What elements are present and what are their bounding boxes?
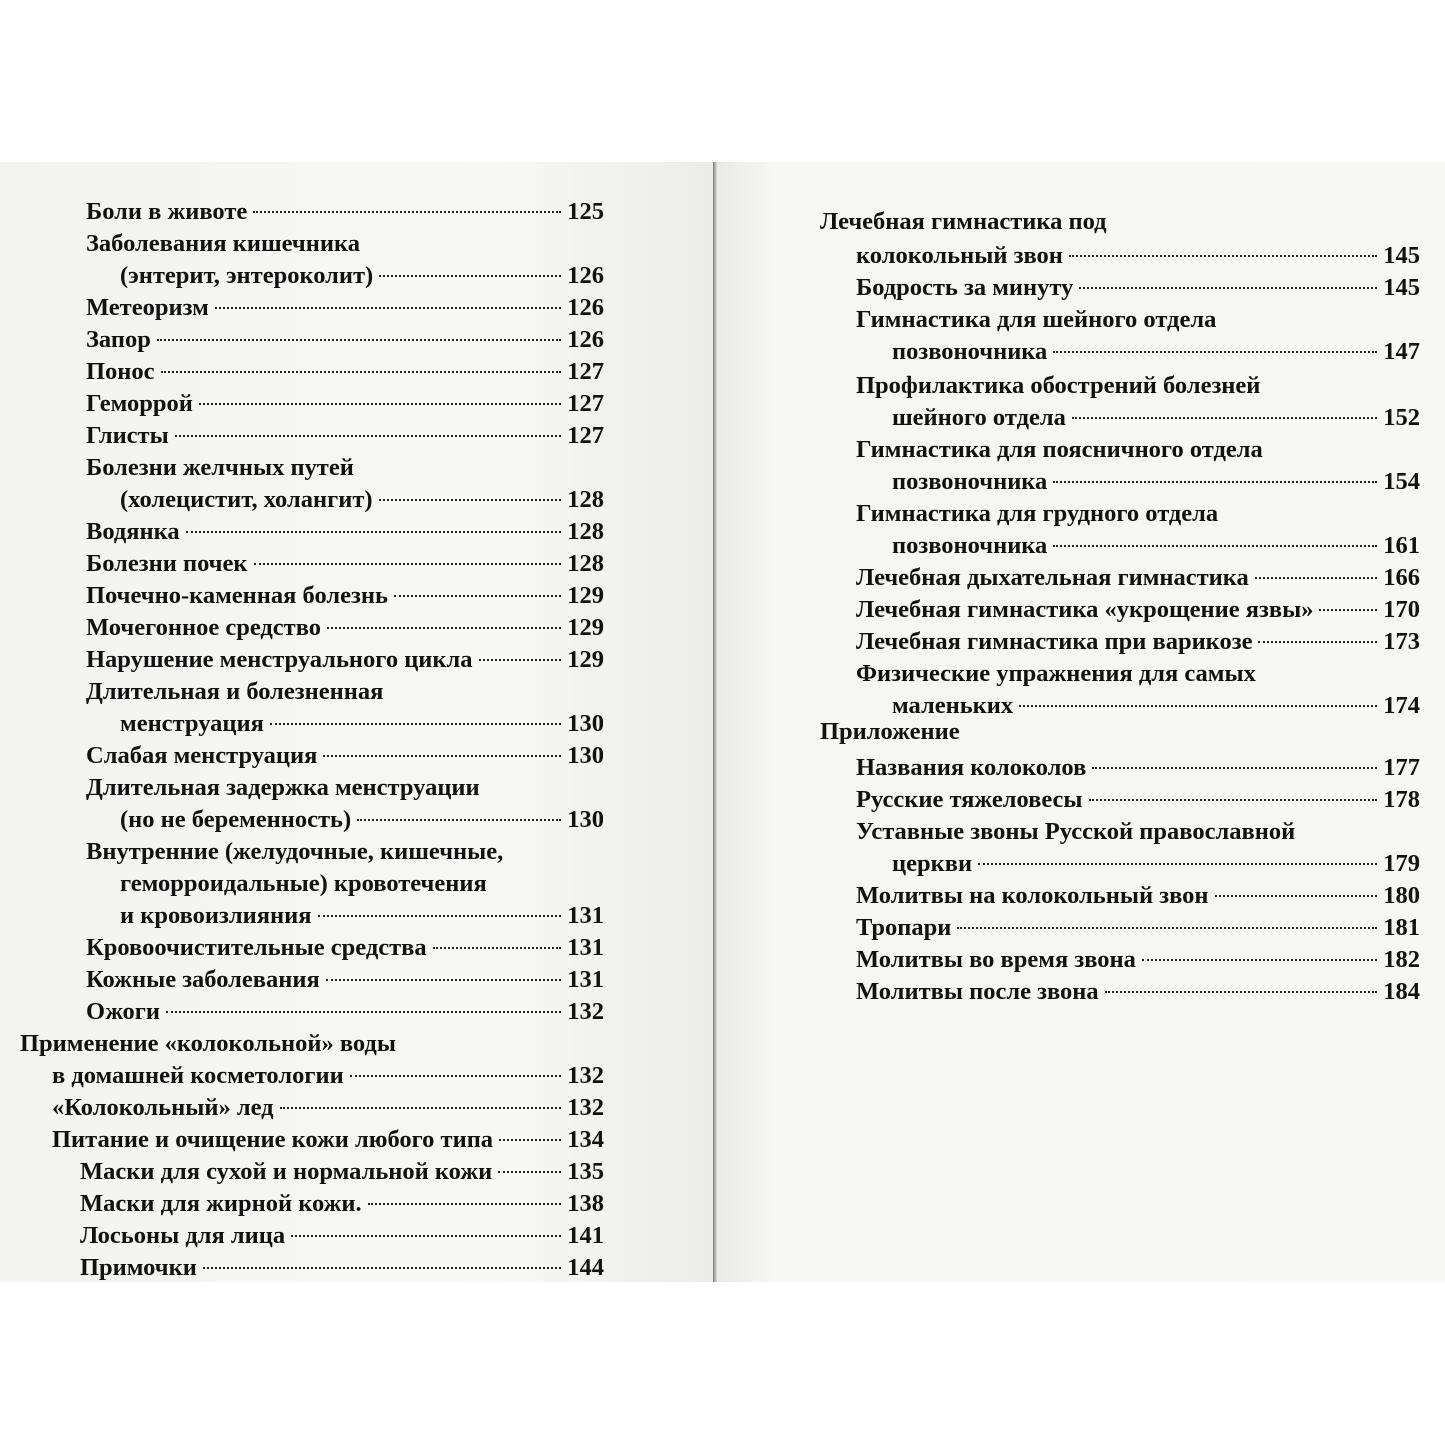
toc-entry	[80, 1156, 604, 1188]
toc-entry-page-number: 138	[567, 1190, 604, 1217]
toc-entry-title: (но не беременность)	[120, 806, 352, 833]
dot-leader	[326, 979, 562, 981]
dot-leader	[215, 307, 561, 309]
dot-leader	[1053, 481, 1377, 483]
toc-entry-title: позвоночника	[892, 338, 1048, 365]
toc-entry	[86, 292, 604, 324]
dot-leader	[1053, 351, 1377, 353]
toc-heading: Длительная задержка менструации	[86, 774, 480, 801]
toc-entry	[892, 466, 1420, 498]
dot-leader	[161, 371, 562, 373]
toc-entry-page-number: 181	[1383, 914, 1420, 941]
dot-leader	[323, 755, 561, 757]
toc-entry	[892, 336, 1420, 368]
toc-entry-page-number: 127	[567, 358, 604, 385]
toc-entry	[86, 996, 604, 1028]
toc-entry-title: Лечебная дыхательная гимнастика	[856, 564, 1249, 591]
dot-leader	[318, 915, 562, 917]
dot-leader	[166, 1011, 561, 1013]
toc-heading: Гимнастика для грудного отдела	[856, 500, 1219, 527]
toc-entry-title: (холецистит, холангит)	[120, 486, 373, 513]
dot-leader	[1079, 287, 1377, 289]
toc-entry-title: Мочегонное средство	[86, 614, 322, 641]
toc-entry-title: Тропари	[856, 914, 952, 941]
toc-entry-title: Глисты	[86, 422, 169, 449]
toc-heading: Гимнастика для шейного отдела	[856, 306, 1217, 333]
toc-entry-title: менструация	[120, 710, 264, 737]
toc-entry	[892, 402, 1420, 434]
toc-entry	[80, 1220, 604, 1252]
toc-entry-title: Понос	[86, 358, 155, 385]
toc-entry-title: Молитвы во время звона	[856, 946, 1136, 973]
toc-entry-page-number: 128	[567, 486, 604, 513]
dot-leader	[379, 275, 561, 277]
dot-leader	[357, 819, 561, 821]
toc-entry	[856, 944, 1420, 976]
toc-entry-page-number: 161	[1383, 532, 1420, 559]
toc-entry-page-number: 127	[567, 390, 604, 417]
dot-leader	[270, 723, 561, 725]
toc-entry-title: и кровоизлияния	[120, 902, 312, 929]
dot-leader	[350, 1075, 562, 1077]
dot-leader	[254, 563, 562, 565]
toc-entry-page-number: 184	[1383, 978, 1420, 1005]
dot-leader	[479, 659, 562, 661]
toc-entry	[856, 562, 1420, 594]
toc-entry	[856, 752, 1420, 784]
dot-leader	[1072, 417, 1377, 419]
toc-heading: Длительная и болезненная	[86, 678, 384, 705]
toc-heading: Гимнастика для поясничного отдела	[856, 436, 1263, 463]
toc-entry-title: Ожоги	[86, 998, 161, 1025]
toc-entry	[892, 530, 1420, 562]
toc-entry-title: Лечебная гимнастика «укрощение язвы»	[856, 596, 1314, 623]
toc-entry-title: Запор	[86, 326, 151, 353]
toc-entry-title: Геморрой	[86, 390, 193, 417]
toc-entry	[86, 740, 604, 772]
toc-heading: Внутренние (желудочные, кишечные,	[86, 838, 504, 865]
dot-leader	[203, 1267, 561, 1269]
toc-entry-title: Боли в животе	[86, 198, 248, 225]
toc-entry-title: «Колокольный» лед	[52, 1094, 274, 1121]
toc-entry-page-number: 128	[567, 518, 604, 545]
toc-entry	[86, 324, 604, 356]
toc-heading: Профилактика обострений болезней	[856, 372, 1261, 399]
toc-entry	[856, 626, 1420, 658]
book-spine	[713, 162, 717, 1282]
dot-leader	[957, 927, 1377, 929]
toc-entry-page-number: 129	[567, 646, 604, 673]
toc-entry-page-number: 128	[567, 550, 604, 577]
dot-leader	[498, 1171, 561, 1173]
toc-entry-page-number: 170	[1383, 596, 1420, 623]
toc-heading: Лечебная гимнастика под	[820, 208, 1107, 235]
toc-entry-page-number: 182	[1383, 946, 1420, 973]
dot-leader	[499, 1139, 561, 1141]
toc-heading: Приложение	[820, 718, 960, 745]
toc-entry	[86, 644, 604, 676]
toc-entry	[892, 690, 1420, 722]
toc-entry-page-number: 129	[567, 614, 604, 641]
toc-entry	[86, 548, 604, 580]
toc-entry	[892, 848, 1420, 880]
toc-entry	[52, 1124, 604, 1156]
toc-entry-title: позвоночника	[892, 468, 1048, 495]
toc-entry-page-number: 129	[567, 582, 604, 609]
toc-heading: геморроидальные) кровотечения	[120, 870, 487, 897]
toc-entry-title: Лечебная гимнастика при варикозе	[856, 628, 1253, 655]
dot-leader	[1105, 991, 1378, 993]
toc-entry	[86, 612, 604, 644]
toc-entry	[120, 900, 604, 932]
toc-entry-title: Нарушение менструального цикла	[86, 646, 473, 673]
toc-entry-page-number: 147	[1383, 338, 1420, 365]
dot-leader	[1215, 895, 1378, 897]
toc-entry-title: церкви	[892, 850, 973, 877]
dot-leader	[1019, 705, 1377, 707]
toc-entry	[86, 388, 604, 420]
toc-entry-page-number: 141	[567, 1222, 604, 1249]
dot-leader	[280, 1107, 562, 1109]
toc-entry-title: Питание и очищение кожи любого типа	[52, 1126, 494, 1153]
dot-leader	[1258, 641, 1377, 643]
toc-entry-title: Маски для жирной кожи.	[80, 1190, 362, 1217]
toc-entry	[86, 420, 604, 452]
toc-entry	[120, 804, 604, 836]
toc-entry-page-number: 132	[567, 1094, 604, 1121]
toc-entry-page-number: 180	[1383, 882, 1420, 909]
toc-entry	[856, 272, 1420, 304]
toc-entry-title: Кровоочистительные средства	[86, 934, 427, 961]
dot-leader	[978, 863, 1377, 865]
toc-entry	[52, 1092, 604, 1124]
toc-heading: Болезни желчных путей	[86, 454, 354, 481]
toc-entry	[856, 784, 1420, 816]
toc-entry-page-number: 177	[1383, 754, 1420, 781]
dot-leader	[175, 435, 562, 437]
toc-entry-page-number: 126	[567, 294, 604, 321]
toc-heading: Заболевания кишечника	[86, 230, 360, 257]
dot-leader	[1053, 545, 1377, 547]
toc-entry	[120, 484, 604, 516]
toc-entry-page-number: 131	[567, 934, 604, 961]
toc-entry-page-number: 130	[567, 806, 604, 833]
toc-entry-title: Названия колоколов	[856, 754, 1087, 781]
toc-entry	[86, 516, 604, 548]
toc-heading: Физические упражнения для самых	[856, 660, 1256, 687]
dot-leader	[157, 339, 561, 341]
toc-entry-page-number: 131	[567, 966, 604, 993]
toc-entry-title: шейного отдела	[892, 404, 1066, 431]
toc-entry	[86, 964, 604, 996]
toc-entry-title: Лосьоны для лица	[80, 1222, 286, 1249]
toc-entry-title: Водянка	[86, 518, 180, 545]
dot-leader	[379, 499, 562, 501]
toc-entry-title: Метеоризм	[86, 294, 209, 321]
toc-entry-title: колокольный звон	[856, 242, 1063, 269]
dot-leader	[1319, 609, 1377, 611]
dot-leader	[327, 627, 561, 629]
toc-heading: Применение «колокольной» воды	[20, 1030, 396, 1057]
toc-entry-title: Молитвы на колокольный звон	[856, 882, 1209, 909]
toc-entry	[80, 1252, 604, 1284]
toc-heading: Уставные звоны Русской православной	[856, 818, 1296, 845]
toc-entry-page-number: 130	[567, 742, 604, 769]
toc-entry-title: в домашней косметологии	[52, 1062, 344, 1089]
dot-leader	[1069, 255, 1377, 257]
toc-entry-title: Маски для сухой и нормальной кожи	[80, 1158, 493, 1185]
toc-entry-page-number: 173	[1383, 628, 1420, 655]
toc-entry-page-number: 135	[567, 1158, 604, 1185]
toc-entry-page-number: 126	[567, 262, 604, 289]
toc-entry-page-number: 174	[1383, 692, 1420, 719]
toc-entry-title: Молитвы после звона	[856, 978, 1099, 1005]
dot-leader	[433, 947, 562, 949]
toc-entry	[120, 708, 604, 740]
toc-entry-title: Примочки	[80, 1254, 197, 1281]
dot-leader	[394, 595, 561, 597]
toc-entry-page-number: 166	[1383, 564, 1420, 591]
toc-entry	[856, 594, 1420, 626]
toc-entry-page-number: 154	[1383, 468, 1420, 495]
toc-entry	[86, 356, 604, 388]
dot-leader	[186, 531, 562, 533]
toc-entry-title: позвоночника	[892, 532, 1048, 559]
toc-entry	[86, 580, 604, 612]
dot-leader	[1255, 577, 1377, 579]
toc-entry-title: (энтерит, энтероколит)	[120, 262, 374, 289]
toc-entry-page-number: 132	[567, 1062, 604, 1089]
toc-entry	[80, 1188, 604, 1220]
dot-leader	[1142, 959, 1377, 961]
toc-entry-page-number: 145	[1383, 242, 1420, 269]
toc-entry-page-number: 127	[567, 422, 604, 449]
toc-entry-title: Кожные заболевания	[86, 966, 320, 993]
dot-leader	[253, 211, 561, 213]
toc-entry-page-number: 130	[567, 710, 604, 737]
toc-entry-page-number: 178	[1383, 786, 1420, 813]
dot-leader	[1089, 799, 1378, 801]
toc-entry	[856, 912, 1420, 944]
dot-leader	[1092, 767, 1377, 769]
toc-entry	[856, 976, 1420, 1008]
toc-entry-title: маленьких	[892, 692, 1014, 719]
toc-entry	[86, 196, 604, 228]
toc-entry-page-number: 131	[567, 902, 604, 929]
toc-entry	[856, 240, 1420, 272]
dot-leader	[291, 1235, 561, 1237]
toc-entry-title: Почечно-каменная болезнь	[86, 582, 388, 609]
toc-entry-page-number: 125	[567, 198, 604, 225]
dot-leader	[199, 403, 561, 405]
toc-entry-title: Болезни почек	[86, 550, 248, 577]
toc-entry	[120, 260, 604, 292]
toc-entry-page-number: 134	[567, 1126, 604, 1153]
toc-entry-page-number: 144	[567, 1254, 604, 1281]
toc-entry-page-number: 152	[1383, 404, 1420, 431]
toc-entry	[86, 932, 604, 964]
toc-entry-title: Русские тяжеловесы	[856, 786, 1083, 813]
toc-entry	[52, 1060, 604, 1092]
toc-entry-page-number: 145	[1383, 274, 1420, 301]
dot-leader	[368, 1203, 562, 1205]
toc-entry-page-number: 126	[567, 326, 604, 353]
toc-entry-title: Слабая менструация	[86, 742, 318, 769]
toc-entry-page-number: 179	[1383, 850, 1420, 877]
toc-entry	[856, 880, 1420, 912]
toc-entry-title: Бодрость за минуту	[856, 274, 1074, 301]
toc-entry-page-number: 132	[567, 998, 604, 1025]
